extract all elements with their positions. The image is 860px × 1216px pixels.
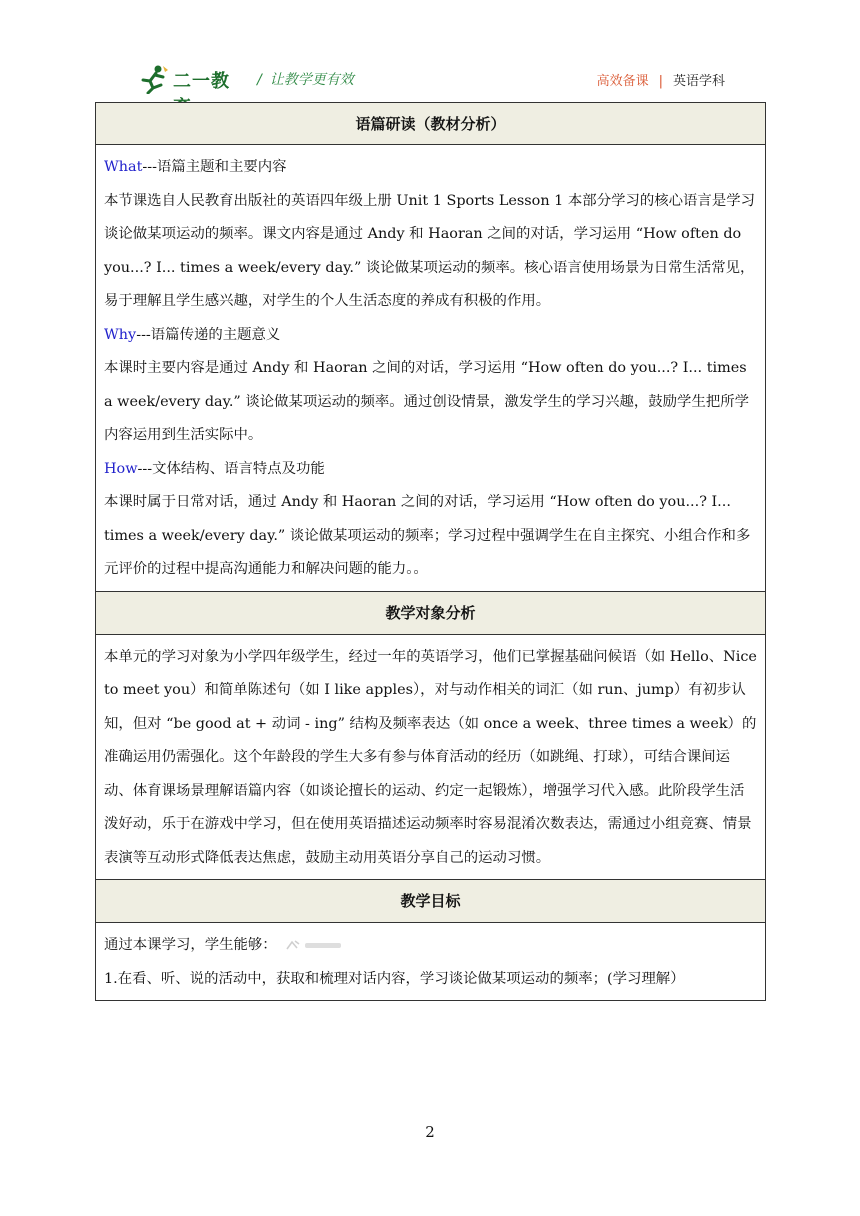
page-header: [95, 62, 765, 102]
why-body: 本课时主要内容是通过 Andy 和 Haoran 之间的对话，学习运用 “How often do you...? I... times a week/every day.” 谈论做某项运动的频率。通过创设情景，激发学生的学习兴趣，鼓励学生把所学内容运用到生活实际中。: [104, 360, 750, 443]
slogan-slash: /: [257, 72, 262, 88]
how-heading: How---文体结构、语言特点及功能: [104, 460, 325, 477]
slogan: [257, 69, 354, 89]
runner-logo-icon: [137, 64, 171, 94]
header-separator: |: [658, 74, 663, 89]
goals-intro: 通过本课学习，学生能够：: [104, 929, 757, 963]
lesson-table: [95, 102, 766, 1001]
what-keyword: What: [104, 159, 143, 175]
students-body: 本单元的学习对象为小学四年级学生，经过一年的英语学习，他们已掌握基础问候语（如 Hello、Nice to meet you）和简单陈述句（如 I like apples），对与动作相关的词汇（如 run、jump）有初步认知，但对 “be good at + 动词 - ing” 结构及频率表达（如 once a week、three times a week）的准确运用仍需强化。这个年龄段的学生大多有参与体育活动的经历（如跳绳、打球），可结合课间运动、体育课场景理解语篇内容（如谈论擅长的运动、约定一起锻炼），增强学习代入感。此阶段学生活泼好动，乐于在游戏中学习，但在使用英语描述运动频率时容易混淆次数表达，需通过小组竞赛、情景表演等互动形式降低表达焦虑，鼓励主动用英语分享自己的运动习惯。: [104, 648, 757, 866]
section-header-analysis: 语篇研读（教材分析）: [95, 102, 766, 145]
logo-text: 二一教: [173, 71, 230, 92]
header-subject: [597, 70, 725, 89]
header-keyword-prep: 高效备课: [596, 74, 649, 89]
section-header-goals: 教学目标: [95, 880, 766, 923]
section-body-goals: [95, 923, 766, 1001]
what-body: 本节课选自人民教育出版社的英语四年级上册 Unit 1 Sports Lesson 1 本部分学习的核心语言是学习谈论做某项运动的频率。课文内容是通过 Andy 和 Haoran 之间的对话，学习运用 “How often do you...? I... times a week/every day.” 谈论做某项运动的频率。核心语言使用场景为日常生活常见，易于理解且学生感兴趣，对学生的个人生活态度的养成有积极的作用。: [104, 192, 755, 309]
slogan-text: 让教学更有效: [269, 72, 354, 88]
header-keyword-subject: 英语学科: [672, 74, 725, 89]
why-heading: Why---语篇传递的主题意义: [104, 326, 281, 343]
section-body-analysis: [95, 145, 766, 592]
section-body-students: [95, 635, 766, 881]
how-keyword: How: [104, 460, 138, 477]
section-header-students: 教学对象分析: [95, 592, 766, 635]
watermark-logo-icon: [283, 938, 345, 952]
what-heading: What---语篇主题和主要内容: [104, 159, 287, 175]
logo: [137, 62, 247, 96]
why-keyword: Why: [104, 326, 137, 343]
goal-item-1: 1.在看、听、说的活动中，获取和梳理对话内容，学习谈论做某项运动的频率；(学习理解）: [104, 970, 685, 987]
how-body: 本课时属于日常对话，通过 Andy 和 Haoran 之间的对话，学习运用 “How often do you...? I... times a week/every day.” 谈论做某项运动的频率；学习过程中强调学生在自主探究、小组合作和多元评价的过程中提高沟通能力和解决问题的能力。。: [104, 494, 751, 577]
page-number: 2: [425, 1123, 435, 1141]
